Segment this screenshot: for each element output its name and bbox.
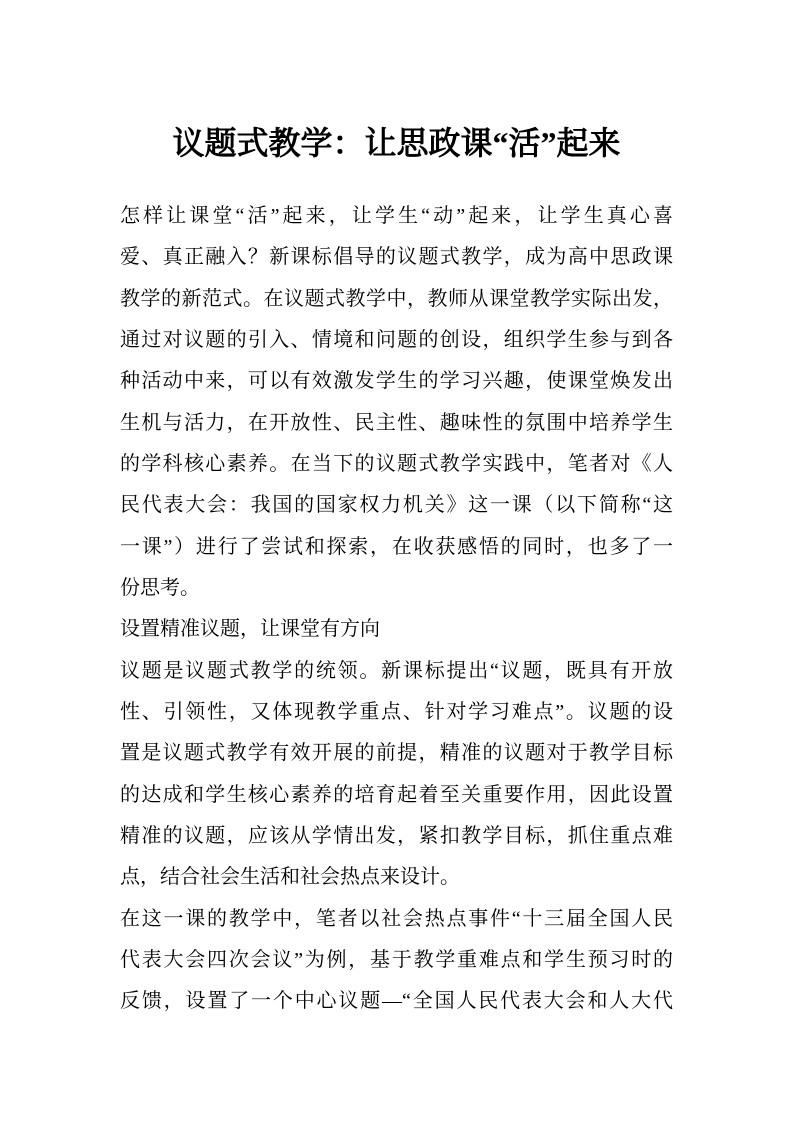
text-line: 反馈，设置了一个中心议题—“全国人民代表大会和人大代 <box>120 990 673 1013</box>
text-line: 的达成和学生核心素养的培育起着至关重要作用，因此设置 <box>120 783 673 806</box>
text-line: 性、引领性，又体现教学重点、针对学习难点”。议题的设 <box>120 700 673 723</box>
document-title: 议题式教学：让思政课“活”起来 <box>172 125 621 161</box>
text-line: 份思考。 <box>120 576 200 599</box>
text-line: 代表大会四次会议”为例，基于教学重难点和学生预习时的 <box>120 948 673 971</box>
text-line: 生机与活力，在开放性、民主性、趣味性的氛围中培养学生 <box>120 411 673 434</box>
text-line: 怎样让课堂“活”起来，让学生“动”起来，让学生真心喜 <box>120 205 673 227</box>
text-line: 设置精准议题，让课堂有方向 <box>120 618 380 641</box>
text-line: 的学科核心素养。在当下的议题式教学实践中，笔者对《人 <box>120 452 673 475</box>
text-line: 精准的议题，应该从学情出发，紧扣教学目标，抓住重点难 <box>120 824 673 847</box>
text-line: 一课”）进行了尝试和探索，在收获感悟的同时，也多了一 <box>120 535 673 558</box>
text-line: 在这一课的教学中，笔者以社会热点事件“十三届全国人民 <box>120 907 673 930</box>
text-line: 点，结合社会生活和社会热点来设计。 <box>120 866 460 889</box>
text-line: 通过对议题的引入、情境和问题的创设，组织学生参与到各 <box>120 328 673 351</box>
text-line: 置是议题式教学有效开展的前提，精准的议题对于教学目标 <box>120 742 673 765</box>
text-line: 爱、真正融入？新课标倡导的议题式教学，成为高中思政课 <box>120 246 673 269</box>
text-line: 民代表大会：我国的国家权力机关》这一课（以下简称“这 <box>120 494 673 517</box>
document-body <box>120 196 673 1023</box>
text-line: 教学的新范式。在议题式教学中，教师从课堂教学实际出发， <box>120 287 673 310</box>
text-line: 议题是议题式教学的统领。新课标提出“议题，既具有开放 <box>120 659 673 682</box>
text-line: 种活动中来，可以有效激发学生的学习兴趣，使课堂焕发出 <box>120 370 673 393</box>
